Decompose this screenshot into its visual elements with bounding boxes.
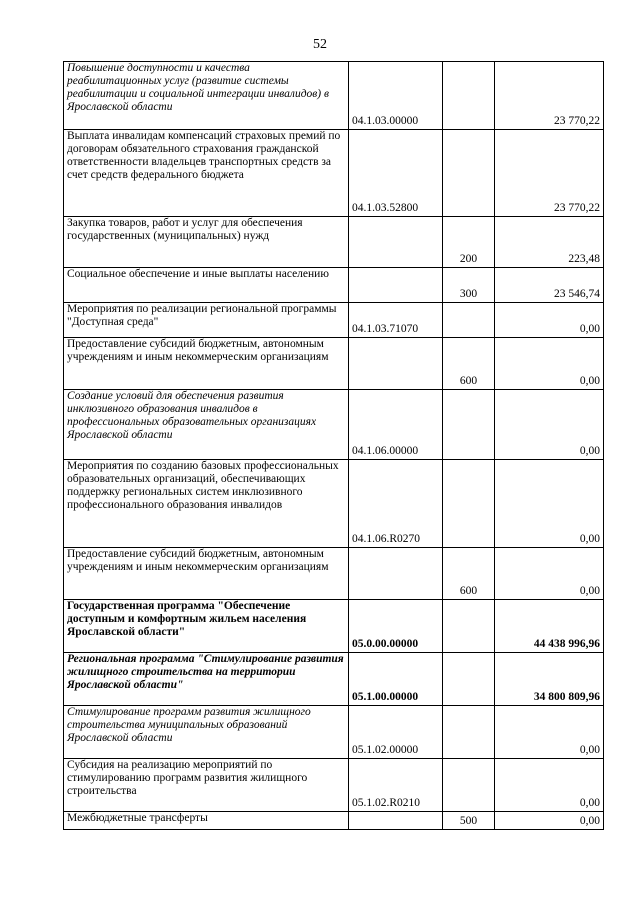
- row-code: 04.1.06.R0270: [349, 460, 443, 548]
- row-amount: 23 770,22: [495, 62, 604, 130]
- row-expense-type: 300: [443, 268, 495, 303]
- budget-table-body: [64, 62, 604, 830]
- row-expense-type: 500: [443, 812, 495, 830]
- row-amount: 0,00: [495, 548, 604, 600]
- row-expense-type: [443, 706, 495, 759]
- row-amount: 0,00: [495, 812, 604, 830]
- table-row: [64, 130, 604, 217]
- row-amount: 0,00: [495, 706, 604, 759]
- row-expense-type: 600: [443, 338, 495, 390]
- row-name: Закупка товаров, работ и услуг для обеспечения государственных (муниципальных) нужд: [64, 217, 349, 268]
- page-number: 52: [313, 37, 327, 52]
- row-name: Межбюджетные трансферты: [64, 812, 349, 830]
- table-row: [64, 812, 604, 830]
- budget-table: [63, 61, 604, 830]
- row-name: Региональная программа "Стимулирование развития жилищного строительства на территории Ярославской области": [64, 653, 349, 706]
- row-amount: 0,00: [495, 303, 604, 338]
- row-code: [349, 548, 443, 600]
- table-row: [64, 338, 604, 390]
- table-row: [64, 390, 604, 460]
- row-name: Предоставление субсидий бюджетным, автономным учреждениям и иным некоммерческим организациям: [64, 338, 349, 390]
- row-amount: 0,00: [495, 759, 604, 812]
- row-expense-type: [443, 653, 495, 706]
- row-amount: 0,00: [495, 390, 604, 460]
- row-name: Мероприятия по реализации региональной программы "Доступная среда": [64, 303, 349, 338]
- row-code: 05.1.02.00000: [349, 706, 443, 759]
- row-amount: 44 438 996,96: [495, 600, 604, 653]
- table-row: [64, 548, 604, 600]
- row-code: [349, 812, 443, 830]
- row-code: [349, 268, 443, 303]
- row-code: 05.1.00.00000: [349, 653, 443, 706]
- row-name: Государственная программа "Обеспечение доступным и комфортным жильем населения Ярославской области": [64, 600, 349, 653]
- row-name: Стимулирование программ развития жилищного строительства муниципальных образований Ярославской области: [64, 706, 349, 759]
- table-row: [64, 706, 604, 759]
- table-row: [64, 303, 604, 338]
- row-code: 04.1.03.00000: [349, 62, 443, 130]
- row-code: 05.0.00.00000: [349, 600, 443, 653]
- row-code: 04.1.03.52800: [349, 130, 443, 217]
- row-name: Предоставление субсидий бюджетным, автономным учреждениям и иным некоммерческим организациям: [64, 548, 349, 600]
- row-name: Социальное обеспечение и иные выплаты населению: [64, 268, 349, 303]
- table-row: [64, 653, 604, 706]
- row-code: [349, 338, 443, 390]
- row-code: 04.1.06.00000: [349, 390, 443, 460]
- row-name: Субсидия на реализацию мероприятий по стимулированию программ развития жилищного строительства: [64, 759, 349, 812]
- table-row: [64, 217, 604, 268]
- row-expense-type: [443, 759, 495, 812]
- row-amount: 34 800 809,96: [495, 653, 604, 706]
- row-expense-type: 600: [443, 548, 495, 600]
- row-amount: 23 770,22: [495, 130, 604, 217]
- row-code: 05.1.02.R0210: [349, 759, 443, 812]
- row-name: Выплата инвалидам компенсаций страховых премий по договорам обязательного страхования гражданской ответственности владельцев транспортных средств за счет средств федерального бюджета: [64, 130, 349, 217]
- row-expense-type: 200: [443, 217, 495, 268]
- row-expense-type: [443, 390, 495, 460]
- row-name: Мероприятия по созданию базовых профессиональных образовательных организаций, обеспечивающих поддержку региональных систем инклюзивного профессионального образования инвалидов: [64, 460, 349, 548]
- row-expense-type: [443, 460, 495, 548]
- row-code: 04.1.03.71070: [349, 303, 443, 338]
- table-row: [64, 268, 604, 303]
- row-expense-type: [443, 600, 495, 653]
- table-row: [64, 460, 604, 548]
- table-row: [64, 759, 604, 812]
- row-code: [349, 217, 443, 268]
- row-amount: 0,00: [495, 460, 604, 548]
- row-amount: 23 546,74: [495, 268, 604, 303]
- row-expense-type: [443, 62, 495, 130]
- row-amount: 223,48: [495, 217, 604, 268]
- row-expense-type: [443, 303, 495, 338]
- row-name: Повышение доступности и качества реабилитационных услуг (развитие системы реабилитации и социальной интеграции инвалидов) в Ярославской области: [64, 62, 349, 130]
- table-row: [64, 62, 604, 130]
- row-name: Создание условий для обеспечения развития инклюзивного образования инвалидов в профессиональных образовательных организациях Ярославской области: [64, 390, 349, 460]
- row-amount: 0,00: [495, 338, 604, 390]
- table-row: [64, 600, 604, 653]
- row-expense-type: [443, 130, 495, 217]
